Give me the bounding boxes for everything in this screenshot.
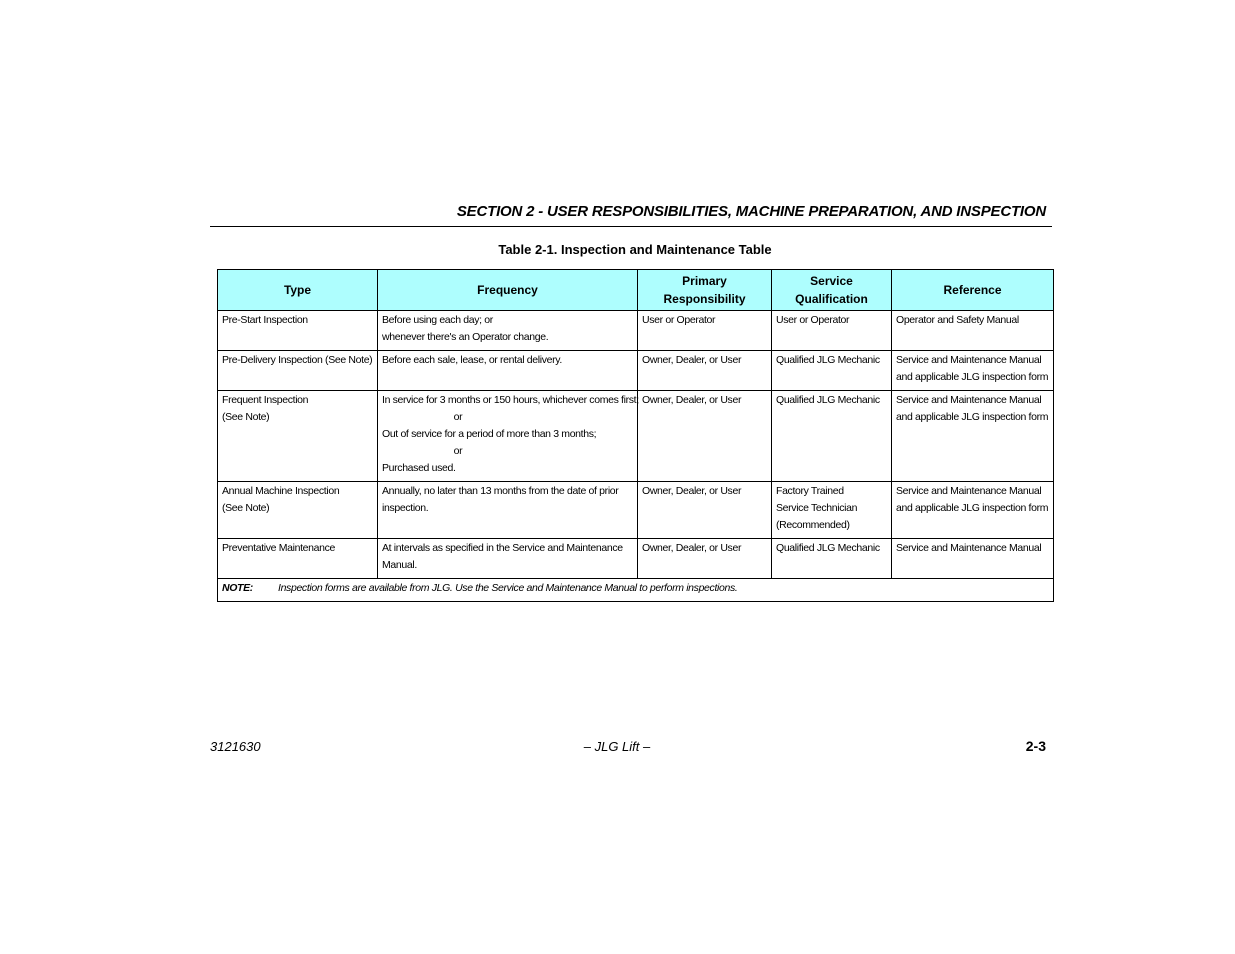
cell-reference: Service and Maintenance Manual and applicable JLG inspection form <box>892 482 1054 539</box>
cell-qualification: Qualified JLG Mechanic <box>772 539 892 579</box>
cell-reference: Operator and Safety Manual <box>892 311 1054 351</box>
cell-reference: Service and Maintenance Manual and applicable JLG inspection form <box>892 391 1054 482</box>
cell-type: Frequent Inspection (See Note) <box>218 391 378 482</box>
cell-responsibility: Owner, Dealer, or User <box>638 391 772 482</box>
table-note <box>218 579 1054 602</box>
table-row <box>218 482 1054 539</box>
column-header-responsibility: Primary Responsibility <box>638 270 772 311</box>
cell-qualification: Qualified JLG Mechanic <box>772 391 892 482</box>
cell-responsibility: Owner, Dealer, or User <box>638 539 772 579</box>
cell-reference: Service and Maintenance Manual and applicable JLG inspection form <box>892 351 1054 391</box>
column-header-reference: Reference <box>892 270 1054 311</box>
cell-qualification: User or Operator <box>772 311 892 351</box>
cell-frequency: In service for 3 months or 150 hours, whichever comes first; or Out of service for a period of more than 3 months; or Purchased used. <box>378 391 638 482</box>
cell-qualification: Factory Trained Service Technician (Recommended) <box>772 482 892 539</box>
table-row <box>218 539 1054 579</box>
cell-responsibility: Owner, Dealer, or User <box>638 351 772 391</box>
cell-responsibility: Owner, Dealer, or User <box>638 482 772 539</box>
section-title: SECTION 2 - USER RESPONSIBILITIES, MACHINE PREPARATION, AND INSPECTION <box>456 203 1046 220</box>
header-rule <box>210 226 1052 227</box>
table-row <box>218 311 1054 351</box>
footer-brand: – JLG Lift – <box>583 739 651 754</box>
cell-frequency: Annually, no later than 13 months from the date of prior inspection. <box>378 482 638 539</box>
cell-type: Preventative Maintenance <box>218 539 378 579</box>
column-header-qualification: Service Qualification <box>772 270 892 311</box>
cell-frequency: Before each sale, lease, or rental delivery. <box>378 351 638 391</box>
note-text: Inspection forms are available from JLG. Use the Service and Maintenance Manual to perform inspections. <box>278 582 738 594</box>
cell-type: Pre-Delivery Inspection (See Note) <box>218 351 378 391</box>
inspection-table <box>217 269 1054 602</box>
page-number: 2-3 <box>1025 738 1046 754</box>
note-label: NOTE: <box>222 582 253 594</box>
cell-responsibility: User or Operator <box>638 311 772 351</box>
cell-reference: Service and Maintenance Manual <box>892 539 1054 579</box>
table-note-row <box>218 579 1054 602</box>
column-header-type: Type <box>218 270 378 311</box>
table-caption: Table 2-1. Inspection and Maintenance Table <box>498 242 772 257</box>
cell-type: Pre-Start Inspection <box>218 311 378 351</box>
table-row <box>218 351 1054 391</box>
cell-type: Annual Machine Inspection (See Note) <box>218 482 378 539</box>
column-header-frequency: Frequency <box>378 270 638 311</box>
table-row <box>218 391 1054 482</box>
cell-qualification: Qualified JLG Mechanic <box>772 351 892 391</box>
document-number: 3121630 <box>210 739 261 754</box>
cell-frequency: Before using each day; or whenever there's an Operator change. <box>378 311 638 351</box>
table-header-row <box>218 270 1054 311</box>
cell-frequency: At intervals as specified in the Service and Maintenance Manual. <box>378 539 638 579</box>
